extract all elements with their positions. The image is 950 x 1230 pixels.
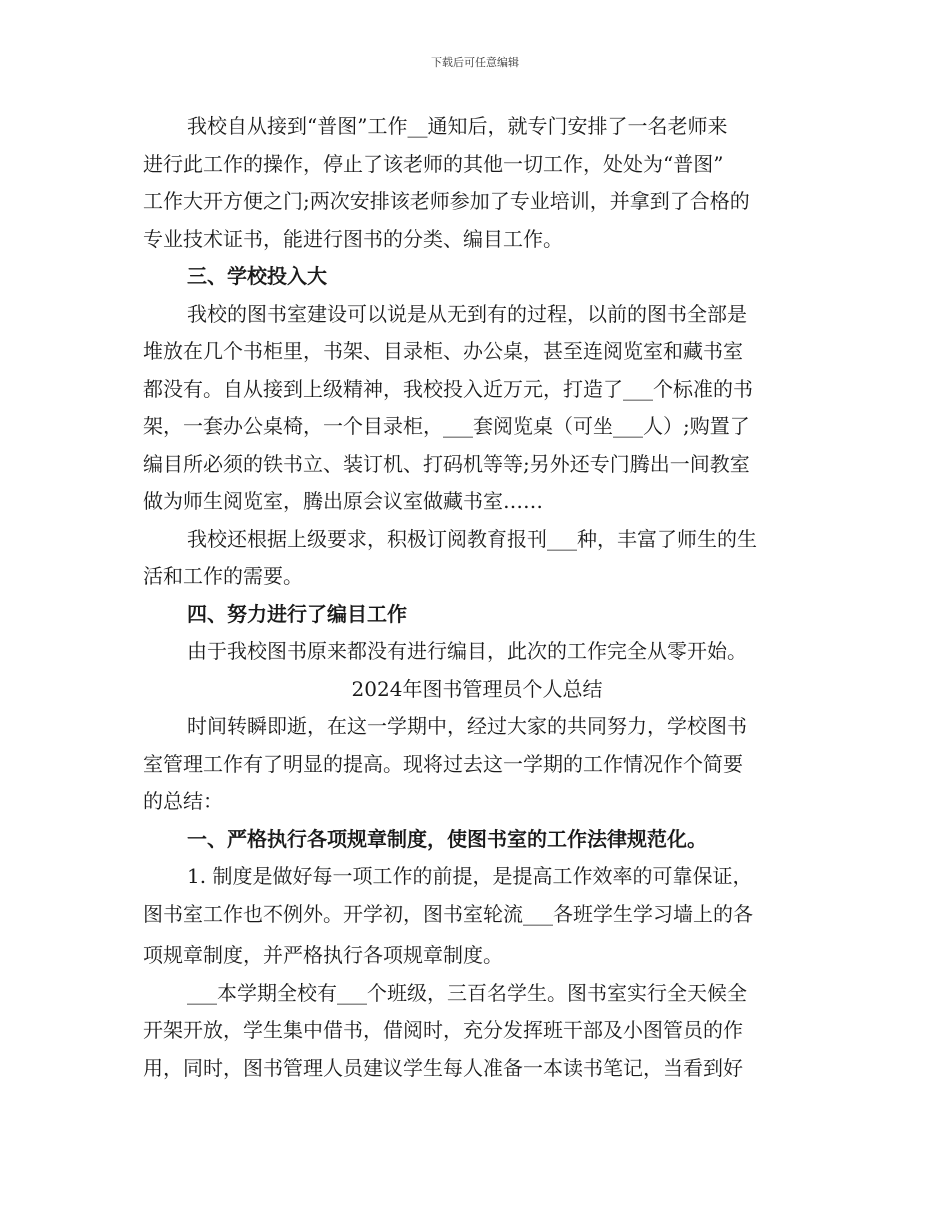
document-title: 2024年图书管理员个人总结 (351, 676, 603, 701)
text-line: 我校的图书室建设可以说是从无到有的过程，以前的图书全部是 (187, 301, 747, 326)
section-heading: 三、学校投入大 (187, 264, 327, 288)
text-line: 由于我校图书原来都没有进行编目，此次的工作完全从零开始。 (187, 639, 747, 663)
text-line: 架，一套办公桌椅，一个目录柜，___套阅览桌（可坐___人）;购置了 (143, 414, 750, 438)
text-line: 项规章制度，并严格执行各项规章制度。 (143, 943, 503, 967)
section-heading: 一、严格执行各项规章制度，使图书室的工作法律规范化。 (187, 826, 707, 851)
text-line: 活和工作的需要。 (143, 564, 303, 588)
text-line: 开架开放，学生集中借书，借阅时，充分发挥班干部及小图管员的作 (143, 1018, 743, 1042)
page-header: 下载后可任意编辑 (431, 56, 519, 69)
text-line: 堆放在几个书柜里，书架、目录柜、办公桌，甚至连阅览室和藏书室 (143, 339, 743, 363)
text-line: 进行此工作的操作，停止了该老师的其他一切工作，处处为“普图” (143, 151, 724, 176)
text-line: 用，同时，图书管理人员建议学生每人准备一本读书笔记，当看到好 (143, 1055, 743, 1080)
text-line: 图书室工作也不例外。开学初，图书室轮流___各班学生学习墙上的各 (143, 901, 753, 926)
section-heading: 四、努力进行了编目工作 (187, 601, 407, 626)
text-line: 1. 制度是做好每一项工作的前提，是提高工作效率的可靠保证， (187, 864, 753, 888)
text-line: 工作大开方便之门;两次安排该老师参加了专业培训，并拿到了合格的 (143, 189, 750, 213)
document-body (143, 108, 811, 1087)
text-line: 我校还根据上级要求，积极订阅教育报刊___种，丰富了师生的生 (187, 526, 757, 551)
text-line: 专业技术证书，能进行图书的分类、编目工作。 (143, 226, 563, 251)
text-line: 编目所必须的铁书立、装订机、打码机等等;另外还专门腾出一间教室 (143, 451, 750, 476)
text-line: 室管理工作有了明显的提高。现将过去这一学期的工作情况作个简要 (143, 751, 743, 776)
text-line: 时间转瞬即逝，在这一学期中，经过大家的共同努力，学校图书 (187, 714, 747, 738)
text-line: 都没有。自从接到上级精神，我校投入近万元，打造了___个标准的书 (143, 376, 753, 401)
text-line: ___本学期全校有___个班级，三百名学生。图书室实行全天候全 (187, 980, 747, 1005)
text-line: 我校自从接到“普图”工作__通知后，就专门安排了一名老师来 (187, 114, 728, 138)
text-line: 做为师生阅览室，腾出原会议室做藏书室…… (143, 489, 543, 513)
text-line: 的总结： (143, 789, 223, 813)
